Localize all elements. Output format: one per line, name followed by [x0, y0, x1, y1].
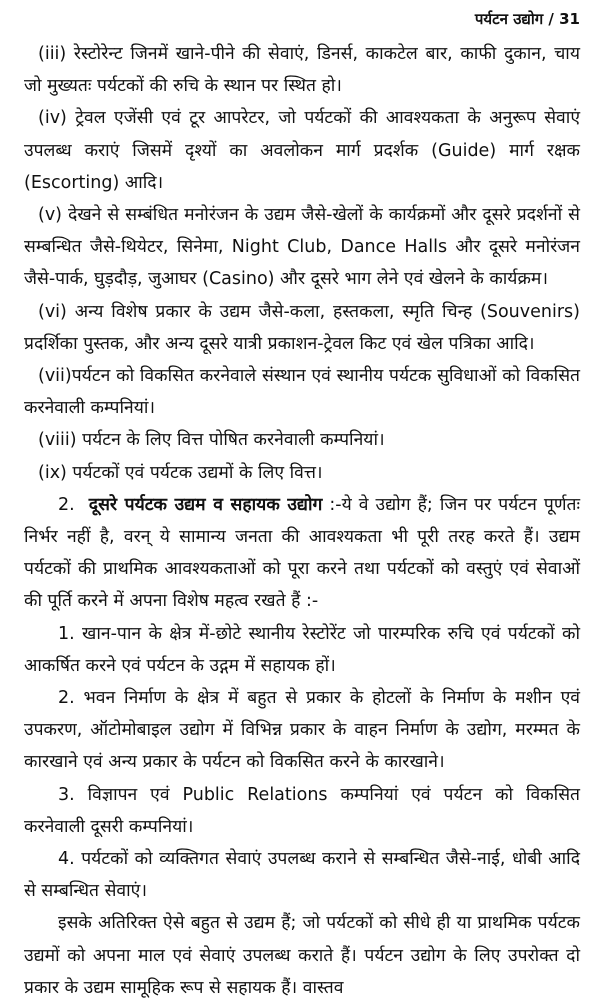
running-header: पर्यटन उद्योग / 31	[474, 10, 580, 28]
paragraph-iii: (iii) रेस्टोरेन्ट जिनमें खाने-पीने की सेवाएं, डिनर्स, काकटेल बार, काफी दुकान, चाय जो मुख्यतः पर्यटकों की रुचि के स्थान पर स्थित हो।	[24, 44, 580, 97]
paragraph-ix: (ix) पर्यटकों एवं पर्यटक उद्यमों के लिए वित्त।	[38, 462, 323, 483]
paragraph-vii: (vii)पर्यटन को विकसित करनेवाले संस्थान एवं स्थानीय पर्यटक सुविधाओं को विकसित करनेवाली कम्पनियां।	[24, 366, 580, 419]
paragraph-viii: (viii) पर्यटन के लिए वित्त पोषित करनेवाली कम्पनियां।	[38, 430, 385, 451]
paragraph-iv: (iv) ट्रेवल एजेंसी एवं टूर आपरेटर, जो पर्यटकों की आवश्यकता के अनुरूप सेवाएं उपलब्ध कराएं जिसमें दृश्यों का अवलोकन मार्ग प्रदर्शक (Guide) मार्ग रक्षक (Escorting) आदि।	[24, 108, 580, 193]
list-item-3: 3. विज्ञापन एवं Public Relations कम्पनियां एवं पर्यटन को विकसित करनेवाली दूसरी कम्पनियां।	[24, 784, 580, 837]
paragraph-v: (v) देखने से सम्बंधित मनोरंजन के उद्यम जैसे-खेलों के कार्यक्रमों और दूसरे प्रदर्शनों से सम्बन्धित जैसे-थियेटर, सिनेमा, Night Club, Dance Halls और दूसरे मनोरंजन जैसे-पार्क, घुड़दौड़, जुआघर (Casino) और दूसरे भाग लेने एवं खेलने के कार्यक्रम।	[24, 205, 580, 290]
closing-paragraph: इसके अतिरिक्त ऐसे बहुत से उद्यम हैं; जो पर्यटकों को सीधे ही या प्राथमिक पर्यटक उद्यमों को अपना माल एवं सेवाएं उपलब्ध कराते हैं। पर्यटन उद्योग के लिए उपरोक्त दो प्रकार के उद्यम सामूहिक रूप से सहायक हैं। वास्तव	[24, 913, 580, 998]
paragraph-vi: (vi) अन्य विशेष प्रकार के उद्यम जैसे-कला, हस्तकला, स्मृति चिन्ह (Souvenirs) प्रदर्शिका पुस्तक, और अन्य दूसरे यात्री प्रकाशन-ट्रेवल किट एवं खेल पत्रिका आदि।	[24, 301, 580, 354]
section-2-paragraph	[24, 489, 580, 618]
list-item-2: 2. भवन निर्माण के क्षेत्र में बहुत से प्रकार के होटलों के निर्माण के मशीन एवं उपकरण, ऑटोमोबाइल उद्योग में विभिन्न प्रकार के वाहन निर्माण के उद्योग, मरम्मत के कारखाने एवं अन्य प्रकार के पर्यटन को विकसित करने के कारखाने।	[24, 688, 580, 773]
section-2-body: :-ये वे उद्योग हैं; जिन पर पर्यटन पूर्णतः निर्भर नहीं है, वरन् ये सामान्य जनता की आवश्यकता भी पूरी तरह करते हैं। उद्यम पर्यटकों की प्राथमिक आवश्यकताओं को पूरा करने तथा पर्यटकों को वस्तुएं एवं सेवाओं की पूर्ति करने में अपना विशेष महत्व रखते हैं :-	[24, 494, 580, 612]
section-2-number: 2.	[58, 494, 75, 515]
section-2-heading: दूसरे पर्यटक उद्यम व सहायक उद्योग	[88, 494, 323, 515]
list-item-4: 4. पर्यटकों को व्यक्तिगत सेवाएं उपलब्ध कराने से सम्बन्धित जैसे-नाई, धोबी आदि से सम्बन्धित सेवाएं।	[24, 849, 580, 902]
list-item-1: 1. खान-पान के क्षेत्र में-छोटे स्थानीय रेस्टोरेंट जो पारम्परिक रुचि एवं पर्यटकों को आकर्षित करने एवं पर्यटन के उद्गम में सहायक हों।	[24, 623, 580, 676]
